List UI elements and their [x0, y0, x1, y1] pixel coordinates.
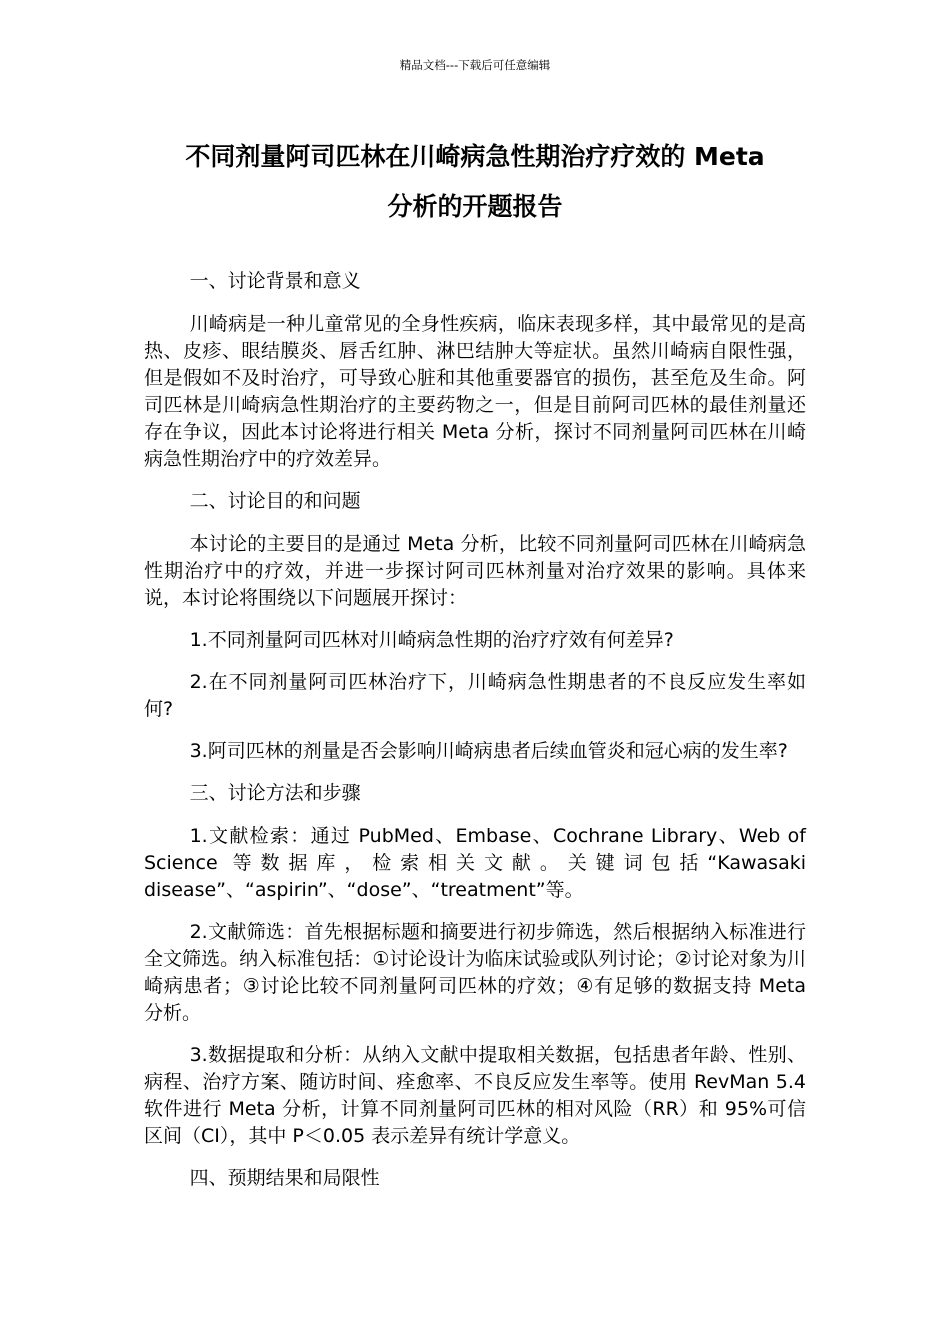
paragraph-purpose: 本讨论的主要目的是通过 Meta 分析，比较不同剂量阿司匹林在川崎病急性期治疗中的疗效，并进一步探讨阿司匹林剂量对治疗效果的影响。具体来说，本讨论将围绕以下问题展开探讨：	[144, 533, 806, 609]
document-body	[144, 268, 806, 1208]
title-line-1: 不同剂量阿司匹林在川崎病急性期治疗疗效的 Meta	[185, 142, 765, 171]
method-step-1: 1.文献检索：通过 PubMed、Embase、Cochrane Library、Web of Science 等数据库，检索相关文献。关键词包括“Kawasaki disease”、“aspirin”、“dose”、“treatment”等。	[144, 825, 806, 901]
paragraph-background: 川崎病是一种儿童常见的全身性疾病，临床表现多样，其中最常见的是高热、皮疹、眼结膜炎、唇舌红肿、淋巴结肿大等症状。虽然川崎病自限性强，但是假如不及时治疗，可导致心脏和其他重要器官的损伤，甚至危及生命。阿司匹林是川崎病急性期治疗的主要药物之一，但是目前阿司匹林的最佳剂量还存在争议，因此本讨论将进行相关 Meta 分析，探讨不同剂量阿司匹林在川崎病急性期治疗中的疗效差异。	[144, 313, 806, 470]
section-heading-methods: 三、讨论方法和步骤	[189, 782, 361, 804]
question-item-2: 2.在不同剂量阿司匹林治疗下，川崎病急性期患者的不良反应发生率如何?	[144, 671, 806, 720]
question-item-3: 3.阿司匹林的剂量是否会影响川崎病患者后续血管炎和冠心病的发生率?	[189, 740, 788, 762]
section-heading-background: 一、讨论背景和意义	[189, 270, 361, 292]
method-step-3: 3.数据提取和分析：从纳入文献中提取相关数据，包括患者年龄、性别、病程、治疗方案、随访时间、痊愈率、不良反应发生率等。使用 RevMan 5.4 软件进行 Meta 分析，计算不同剂量阿司匹林的相对风险（RR）和 95%可信区间（CI），其中 P＜0.05 表示差异有统计学意义。	[144, 1044, 806, 1147]
title-line-2: 分析的开题报告	[387, 192, 563, 221]
question-item-1: 1.不同剂量阿司匹林对川崎病急性期的治疗疗效有何差异?	[189, 629, 674, 651]
section-heading-results: 四、预期结果和局限性	[189, 1167, 380, 1189]
page-header-note: 精品文档---下载后可任意编辑	[399, 58, 551, 72]
section-heading-purpose: 二、讨论目的和问题	[189, 490, 361, 512]
document-title	[140, 132, 810, 232]
method-step-2: 2.文献筛选：首先根据标题和摘要进行初步筛选，然后根据纳入标准进行全文筛选。纳入标准包括：①讨论设计为临床试验或队列讨论；②讨论对象为川崎病患者；③讨论比较不同剂量阿司匹林的疗效；④有足够的数据支持 Meta 分析。	[144, 921, 806, 1024]
